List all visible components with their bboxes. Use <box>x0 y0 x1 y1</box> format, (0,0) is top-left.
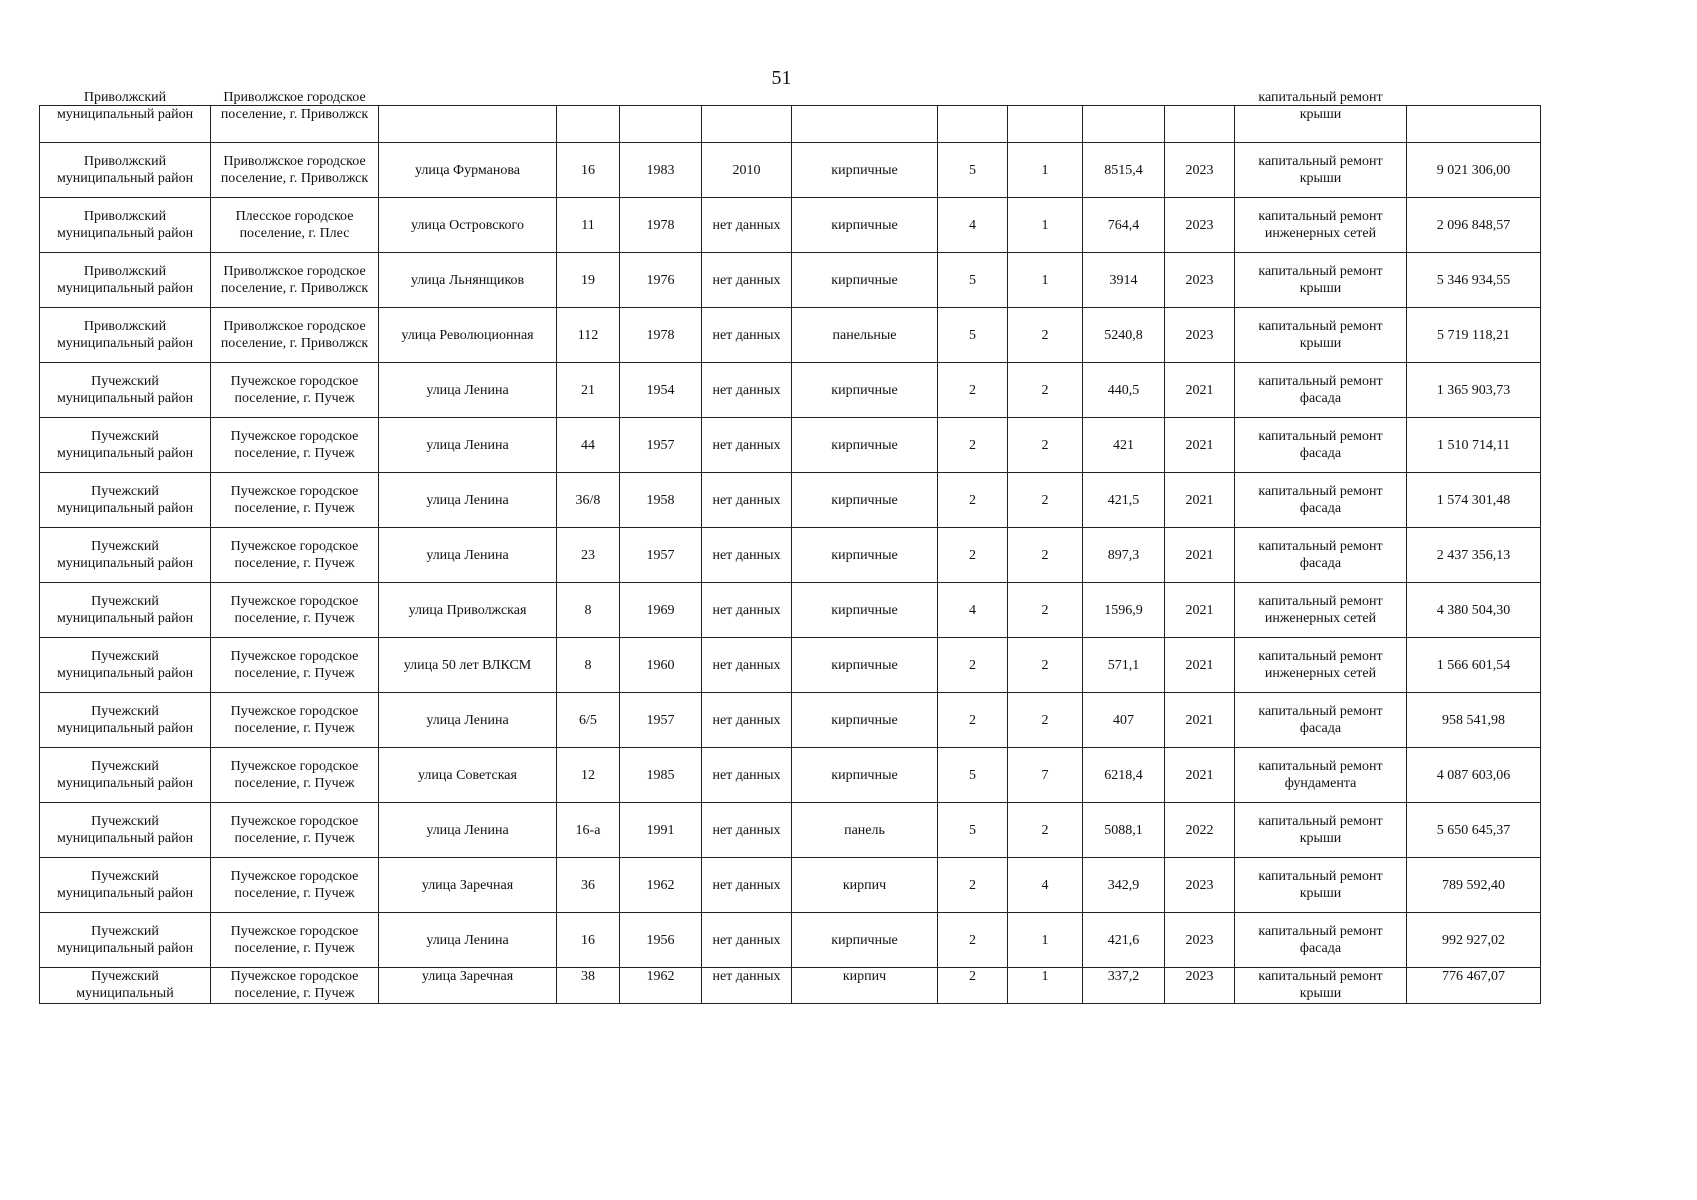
cell-area: 3914 <box>1083 253 1165 308</box>
cell-built: 1956 <box>620 913 702 968</box>
table-row-partial <box>40 968 1541 1004</box>
cell-settlement: Пучежское городское поселение, г. Пучеж <box>211 858 379 913</box>
cell-entrances: 2 <box>1008 363 1083 418</box>
cell-walls: кирпичные <box>792 748 938 803</box>
cell-work: капитальный ремонт фасада <box>1235 363 1407 418</box>
cell-work: капитальный ремонт инженерных сетей <box>1235 583 1407 638</box>
cell-settlement: Приволжское городское поселение, г. Приволжск <box>211 253 379 308</box>
cell-street: улица Льнянщиков <box>379 253 557 308</box>
cell-settlement: Пучежское городское поселение, г. Пучеж <box>211 418 379 473</box>
cell-year: 2021 <box>1165 583 1235 638</box>
cell-house: 23 <box>557 528 620 583</box>
cell-walls: панель <box>792 803 938 858</box>
cell-area: 421,6 <box>1083 913 1165 968</box>
cell-street: улица Ленина <box>379 693 557 748</box>
cell-work: капитальный ремонт инженерных сетей <box>1235 638 1407 693</box>
table-row <box>40 473 1541 528</box>
table-row <box>40 638 1541 693</box>
table-row <box>40 198 1541 253</box>
cell-work: капитальный ремонт крыши <box>1235 308 1407 363</box>
cell-walls: кирпичные <box>792 913 938 968</box>
cell-renovated: нет данных <box>702 693 792 748</box>
cell-settlement: Приволжское городское поселение, г. Приволжск <box>211 106 379 143</box>
cell-year: 2021 <box>1165 363 1235 418</box>
cell-area: 440,5 <box>1083 363 1165 418</box>
cell-year: 2023 <box>1165 913 1235 968</box>
cell-year: 2023 <box>1165 253 1235 308</box>
cell-cost: 1 574 301,48 <box>1407 473 1541 528</box>
cell-cost: 9 021 306,00 <box>1407 143 1541 198</box>
table-row <box>40 143 1541 198</box>
cell-street: улица Заречная <box>379 858 557 913</box>
cell-settlement: Пучежское городское поселение, г. Пучеж <box>211 528 379 583</box>
cell-street: улица Ленина <box>379 363 557 418</box>
cell-house: 16 <box>557 913 620 968</box>
cell-floors: 2 <box>938 968 1008 1004</box>
cell-built: 1976 <box>620 253 702 308</box>
cell-area: 5240,8 <box>1083 308 1165 363</box>
cell-entrances: 1 <box>1008 913 1083 968</box>
cell-house: 21 <box>557 363 620 418</box>
cell-work: капитальный ремонт крыши <box>1235 253 1407 308</box>
cell-walls: кирпич <box>792 968 938 1004</box>
cell-district: Приволжский муниципальный район <box>40 143 211 198</box>
cell-year <box>1165 106 1235 143</box>
cell-floors: 2 <box>938 638 1008 693</box>
cell-cost: 992 927,02 <box>1407 913 1541 968</box>
cell-work: капитальный ремонт крыши <box>1235 858 1407 913</box>
cell-work: капитальный ремонт фасада <box>1235 693 1407 748</box>
cell-entrances: 1 <box>1008 968 1083 1004</box>
cell-house: 44 <box>557 418 620 473</box>
cell-built <box>620 106 702 143</box>
cell-floors: 5 <box>938 748 1008 803</box>
cell-entrances: 7 <box>1008 748 1083 803</box>
cell-floors: 2 <box>938 473 1008 528</box>
cell-house: 12 <box>557 748 620 803</box>
cell-street: улица Приволжская <box>379 583 557 638</box>
cell-area: 6218,4 <box>1083 748 1165 803</box>
table-row-continued <box>40 106 1541 143</box>
cell-area: 1596,9 <box>1083 583 1165 638</box>
cell-built: 1957 <box>620 418 702 473</box>
cell-district: Пучежский муниципальный район <box>40 638 211 693</box>
cell-entrances: 2 <box>1008 528 1083 583</box>
cell-work: капитальный ремонт крыши <box>1235 143 1407 198</box>
cell-settlement: Пучежское городское поселение, г. Пучеж <box>211 638 379 693</box>
cell-work: капитальный ремонт крыши <box>1235 968 1407 1004</box>
cell-settlement: Пучежское городское поселение, г. Пучеж <box>211 913 379 968</box>
cell-work: капитальный ремонт фасада <box>1235 913 1407 968</box>
cell-cost: 4 087 603,06 <box>1407 748 1541 803</box>
cell-street: улица Ленина <box>379 913 557 968</box>
cell-house: 16-а <box>557 803 620 858</box>
cell-work: капитальный ремонт крыши <box>1235 803 1407 858</box>
cell-district: Пучежский муниципальный район <box>40 913 211 968</box>
cell-house <box>557 106 620 143</box>
cell-built: 1985 <box>620 748 702 803</box>
cell-settlement: Плесское городское поселение, г. Плес <box>211 198 379 253</box>
cell-walls: кирпичные <box>792 638 938 693</box>
cell-work: капитальный ремонт фасада <box>1235 528 1407 583</box>
cell-walls: кирпичные <box>792 363 938 418</box>
cell-district: Пучежский муниципальный район <box>40 803 211 858</box>
cell-walls: кирпичные <box>792 583 938 638</box>
cell-district: Пучежский муниципальный район <box>40 693 211 748</box>
cell-entrances: 2 <box>1008 693 1083 748</box>
cell-year: 2021 <box>1165 638 1235 693</box>
cell-street: улица Островского <box>379 198 557 253</box>
cell-year: 2023 <box>1165 308 1235 363</box>
cell-cost: 1 365 903,73 <box>1407 363 1541 418</box>
cell-settlement: Пучежское городское поселение, г. Пучеж <box>211 363 379 418</box>
cell-entrances: 4 <box>1008 858 1083 913</box>
table-row <box>40 858 1541 913</box>
cell-entrances: 2 <box>1008 583 1083 638</box>
cell-year: 2021 <box>1165 528 1235 583</box>
cell-floors: 4 <box>938 198 1008 253</box>
cell-walls: кирпичные <box>792 473 938 528</box>
cell-area <box>1083 106 1165 143</box>
cell-street: улица Ленина <box>379 803 557 858</box>
cell-street: улица Ленина <box>379 418 557 473</box>
cell-entrances <box>1008 106 1083 143</box>
cell-built: 1991 <box>620 803 702 858</box>
cell-walls: кирпичные <box>792 253 938 308</box>
cell-house: 36 <box>557 858 620 913</box>
cell-district: Приволжский муниципальный район <box>40 198 211 253</box>
cell-year: 2023 <box>1165 858 1235 913</box>
table-row <box>40 253 1541 308</box>
cell-house: 36/8 <box>557 473 620 528</box>
cell-walls: кирпичные <box>792 693 938 748</box>
cell-district: Пучежский муниципальный район <box>40 858 211 913</box>
cell-renovated: нет данных <box>702 363 792 418</box>
cell-district: Приволжский муниципальный район <box>40 308 211 363</box>
cell-settlement: Пучежское городское поселение, г. Пучеж <box>211 748 379 803</box>
cell-district: Приволжский муниципальный район <box>40 253 211 308</box>
cell-work: капитальный ремонт крыши <box>1235 106 1407 143</box>
cell-street: улица Заречная <box>379 968 557 1004</box>
cell-district: Пучежский муниципальный <box>40 968 211 1004</box>
cell-floors: 2 <box>938 693 1008 748</box>
cell-floors: 4 <box>938 583 1008 638</box>
cell-walls <box>792 106 938 143</box>
cell-walls: кирпичные <box>792 528 938 583</box>
cell-street <box>379 106 557 143</box>
cell-house: 6/5 <box>557 693 620 748</box>
cell-district: Пучежский муниципальный район <box>40 473 211 528</box>
cell-work: капитальный ремонт фасада <box>1235 418 1407 473</box>
cell-renovated: нет данных <box>702 418 792 473</box>
cell-built: 1983 <box>620 143 702 198</box>
cell-renovated: нет данных <box>702 968 792 1004</box>
cell-area: 337,2 <box>1083 968 1165 1004</box>
cell-year: 2021 <box>1165 418 1235 473</box>
cell-year: 2023 <box>1165 143 1235 198</box>
cell-area: 8515,4 <box>1083 143 1165 198</box>
cell-built: 1978 <box>620 198 702 253</box>
cell-entrances: 1 <box>1008 198 1083 253</box>
cell-cost: 5 650 645,37 <box>1407 803 1541 858</box>
cell-settlement: Пучежское городское поселение, г. Пучеж <box>211 583 379 638</box>
cell-entrances: 1 <box>1008 253 1083 308</box>
cell-entrances: 2 <box>1008 638 1083 693</box>
cell-built: 1960 <box>620 638 702 693</box>
cell-built: 1962 <box>620 858 702 913</box>
cell-settlement: Пучежское городское поселение, г. Пучеж <box>211 473 379 528</box>
cell-area: 342,9 <box>1083 858 1165 913</box>
cell-cost: 5 346 934,55 <box>1407 253 1541 308</box>
cell-floors: 2 <box>938 418 1008 473</box>
cell-district: Пучежский муниципальный район <box>40 363 211 418</box>
cell-renovated: нет данных <box>702 473 792 528</box>
table-row <box>40 803 1541 858</box>
cell-walls: кирпичные <box>792 418 938 473</box>
cell-house: 11 <box>557 198 620 253</box>
cell-district: Пучежский муниципальный район <box>40 583 211 638</box>
cell-area: 421,5 <box>1083 473 1165 528</box>
cell-year: 2021 <box>1165 693 1235 748</box>
cell-district: Пучежский муниципальный район <box>40 528 211 583</box>
cell-cost: 4 380 504,30 <box>1407 583 1541 638</box>
cell-settlement: Пучежское городское поселение, г. Пучеж <box>211 803 379 858</box>
cell-built: 1957 <box>620 528 702 583</box>
cell-entrances: 2 <box>1008 803 1083 858</box>
cell-walls: кирпичные <box>792 143 938 198</box>
cell-built: 1954 <box>620 363 702 418</box>
cell-cost: 2 096 848,57 <box>1407 198 1541 253</box>
cell-cost <box>1407 106 1541 143</box>
cell-area: 421 <box>1083 418 1165 473</box>
cell-renovated: нет данных <box>702 858 792 913</box>
cell-house: 112 <box>557 308 620 363</box>
cell-district: Пучежский муниципальный район <box>40 418 211 473</box>
cell-floors: 2 <box>938 913 1008 968</box>
table-body <box>40 90 1541 1004</box>
table-row <box>40 363 1541 418</box>
table-row <box>40 418 1541 473</box>
cell-year: 2023 <box>1165 198 1235 253</box>
cell-cost: 2 437 356,13 <box>1407 528 1541 583</box>
cell-settlement: Пучежское городское поселение, г. Пучеж <box>211 693 379 748</box>
cell-floors <box>938 106 1008 143</box>
cell-settlement: Пучежское городское поселение, г. Пучеж <box>211 968 379 1004</box>
cell-work: капитальный ремонт фундамента <box>1235 748 1407 803</box>
cell-area: 407 <box>1083 693 1165 748</box>
cell-entrances: 2 <box>1008 308 1083 363</box>
cell-renovated: нет данных <box>702 528 792 583</box>
cell-cost: 1 566 601,54 <box>1407 638 1541 693</box>
cell-work: капитальный ремонт инженерных сетей <box>1235 198 1407 253</box>
cell-street: улица Революционная <box>379 308 557 363</box>
cell-built: 1958 <box>620 473 702 528</box>
cell-renovated: нет данных <box>702 748 792 803</box>
cell-renovated: 2010 <box>702 143 792 198</box>
table-row <box>40 583 1541 638</box>
cell-house: 16 <box>557 143 620 198</box>
cell-area: 764,4 <box>1083 198 1165 253</box>
cell-cost: 776 467,07 <box>1407 968 1541 1004</box>
table-row <box>40 308 1541 363</box>
cell-built: 1957 <box>620 693 702 748</box>
cell-built: 1962 <box>620 968 702 1004</box>
cell-renovated: нет данных <box>702 583 792 638</box>
cell-floors: 5 <box>938 803 1008 858</box>
cell-renovated: нет данных <box>702 638 792 693</box>
cell-renovated: нет данных <box>702 253 792 308</box>
cell-floors: 2 <box>938 528 1008 583</box>
cell-renovated: нет данных <box>702 198 792 253</box>
cell-floors: 2 <box>938 363 1008 418</box>
cell-cost: 5 719 118,21 <box>1407 308 1541 363</box>
cell-year: 2023 <box>1165 968 1235 1004</box>
cell-house: 8 <box>557 583 620 638</box>
cell-house: 19 <box>557 253 620 308</box>
cell-entrances: 2 <box>1008 418 1083 473</box>
cell-street: улица Фурманова <box>379 143 557 198</box>
cell-built: 1969 <box>620 583 702 638</box>
cell-area: 897,3 <box>1083 528 1165 583</box>
cell-year: 2022 <box>1165 803 1235 858</box>
cell-house: 38 <box>557 968 620 1004</box>
cell-settlement: Приволжское городское поселение, г. Приволжск <box>211 308 379 363</box>
cell-cost: 958 541,98 <box>1407 693 1541 748</box>
cell-area: 5088,1 <box>1083 803 1165 858</box>
table-row <box>40 693 1541 748</box>
cell-street: улица Советская <box>379 748 557 803</box>
cell-cost: 789 592,40 <box>1407 858 1541 913</box>
table-row <box>40 528 1541 583</box>
cell-district: Пучежский муниципальный район <box>40 748 211 803</box>
cell-floors: 2 <box>938 858 1008 913</box>
cell-renovated: нет данных <box>702 308 792 363</box>
cell-cost: 1 510 714,11 <box>1407 418 1541 473</box>
page-number: 51 <box>771 67 792 89</box>
cell-walls: кирпич <box>792 858 938 913</box>
cell-walls: кирпичные <box>792 198 938 253</box>
cell-street: улица 50 лет ВЛКСМ <box>379 638 557 693</box>
table-row <box>40 913 1541 968</box>
cell-work: капитальный ремонт фасада <box>1235 473 1407 528</box>
cell-area: 571,1 <box>1083 638 1165 693</box>
cell-year: 2021 <box>1165 748 1235 803</box>
cell-floors: 5 <box>938 143 1008 198</box>
cell-renovated: нет данных <box>702 803 792 858</box>
cell-house: 8 <box>557 638 620 693</box>
cell-settlement: Приволжское городское поселение, г. Приволжск <box>211 143 379 198</box>
cell-street: улица Ленина <box>379 473 557 528</box>
cell-street: улица Ленина <box>379 528 557 583</box>
cell-floors: 5 <box>938 253 1008 308</box>
housing-repair-table <box>39 90 1541 1004</box>
cell-year: 2021 <box>1165 473 1235 528</box>
table-row <box>40 748 1541 803</box>
cell-walls: панельные <box>792 308 938 363</box>
cell-entrances: 2 <box>1008 473 1083 528</box>
cell-entrances: 1 <box>1008 143 1083 198</box>
cell-floors: 5 <box>938 308 1008 363</box>
cell-renovated: нет данных <box>702 913 792 968</box>
cell-built: 1978 <box>620 308 702 363</box>
cell-district: Приволжский муниципальный район <box>40 106 211 143</box>
cell-renovated <box>702 106 792 143</box>
